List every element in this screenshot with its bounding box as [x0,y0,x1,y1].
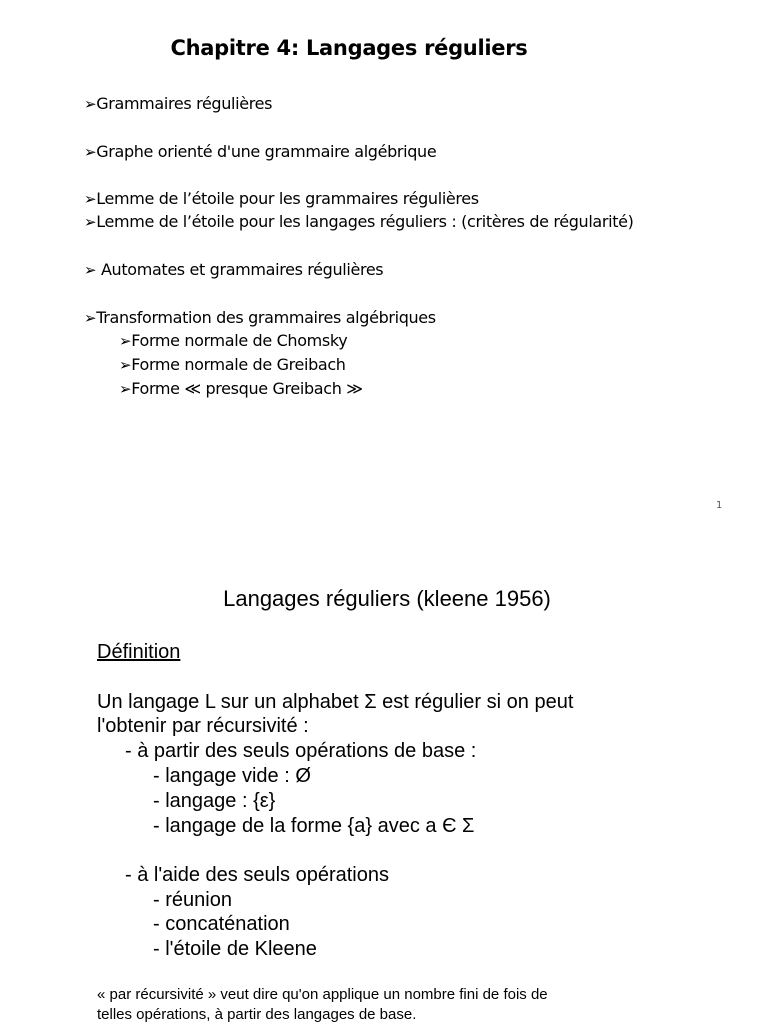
arrow-bullet-icon: ➢ [84,309,97,327]
bullet-text: Transformation des grammaires algébriques [96,308,436,327]
bullet-text: Lemme de l’étoile pour les langages réguliers : (critères de régularité) [96,212,634,231]
bullet-transformation [84,308,436,327]
op-item: - l'étoile de Kleene [153,938,317,960]
sub-bullet-presque-greibach [119,379,363,398]
base-ops-intro: - à partir des seuls opérations de base : [125,740,477,762]
bullet-graphe-oriente [84,142,436,161]
base-op-item: - langage vide : Ø [153,765,311,787]
arrow-bullet-icon: ➢ [119,380,132,398]
arrow-bullet-icon: ➢ [84,95,97,113]
definition-heading: Définition [97,641,181,663]
sub-bullet-text: Forme normale de Chomsky [131,331,348,350]
sub-bullet-text: Forme ≪ presque Greibach ≫ [131,379,363,398]
slide-1-title: Chapitre 4: Langages réguliers [170,36,528,60]
bullet-grammaires-regulieres [84,94,272,113]
base-op-item: - langage de la forme {a} avec a Є Σ [153,815,475,837]
arrow-bullet-icon: ➢ [84,213,97,231]
arrow-bullet-icon: ➢ [84,190,97,208]
op-item: - concaténation [153,913,290,935]
base-op-item: - langage : {ε} [153,790,276,812]
arrow-bullet-icon: ➢ [119,356,132,374]
bullet-text: Lemme de l’étoile pour les grammaires régulières [96,189,479,208]
arrow-bullet-icon: ➢ [84,261,97,279]
sub-bullet-chomsky [119,331,347,350]
bullet-lemme-grammaires [84,189,479,208]
sub-bullet-greibach [119,355,346,374]
note-line: « par récursivité » veut dire qu'on applique un nombre fini de fois de [97,986,548,1003]
bullet-text: Graphe orienté d'une grammaire algébrique [96,142,437,161]
note-line: telles opérations, à partir des langages de base. [97,1006,417,1023]
slide-2 [0,520,768,1024]
definition-line: l'obtenir par récursivité : [97,715,309,737]
bullet-automates [84,260,383,279]
arrow-bullet-icon: ➢ [119,332,132,350]
definition-line: Un langage L sur un alphabet Σ est régulier si on peut [97,691,574,713]
op-item: - réunion [153,889,232,911]
bullet-text: Automates et grammaires régulières [96,260,384,279]
sub-bullet-text: Forme normale de Greibach [131,355,346,374]
bullet-lemme-langages [84,212,634,231]
page-number: 1 [716,500,723,511]
slide-2-title: Langages réguliers (kleene 1956) [223,586,551,611]
ops-intro: - à l'aide des seuls opérations [125,864,389,886]
arrow-bullet-icon: ➢ [84,143,97,161]
bullet-text: Grammaires régulières [96,94,273,113]
